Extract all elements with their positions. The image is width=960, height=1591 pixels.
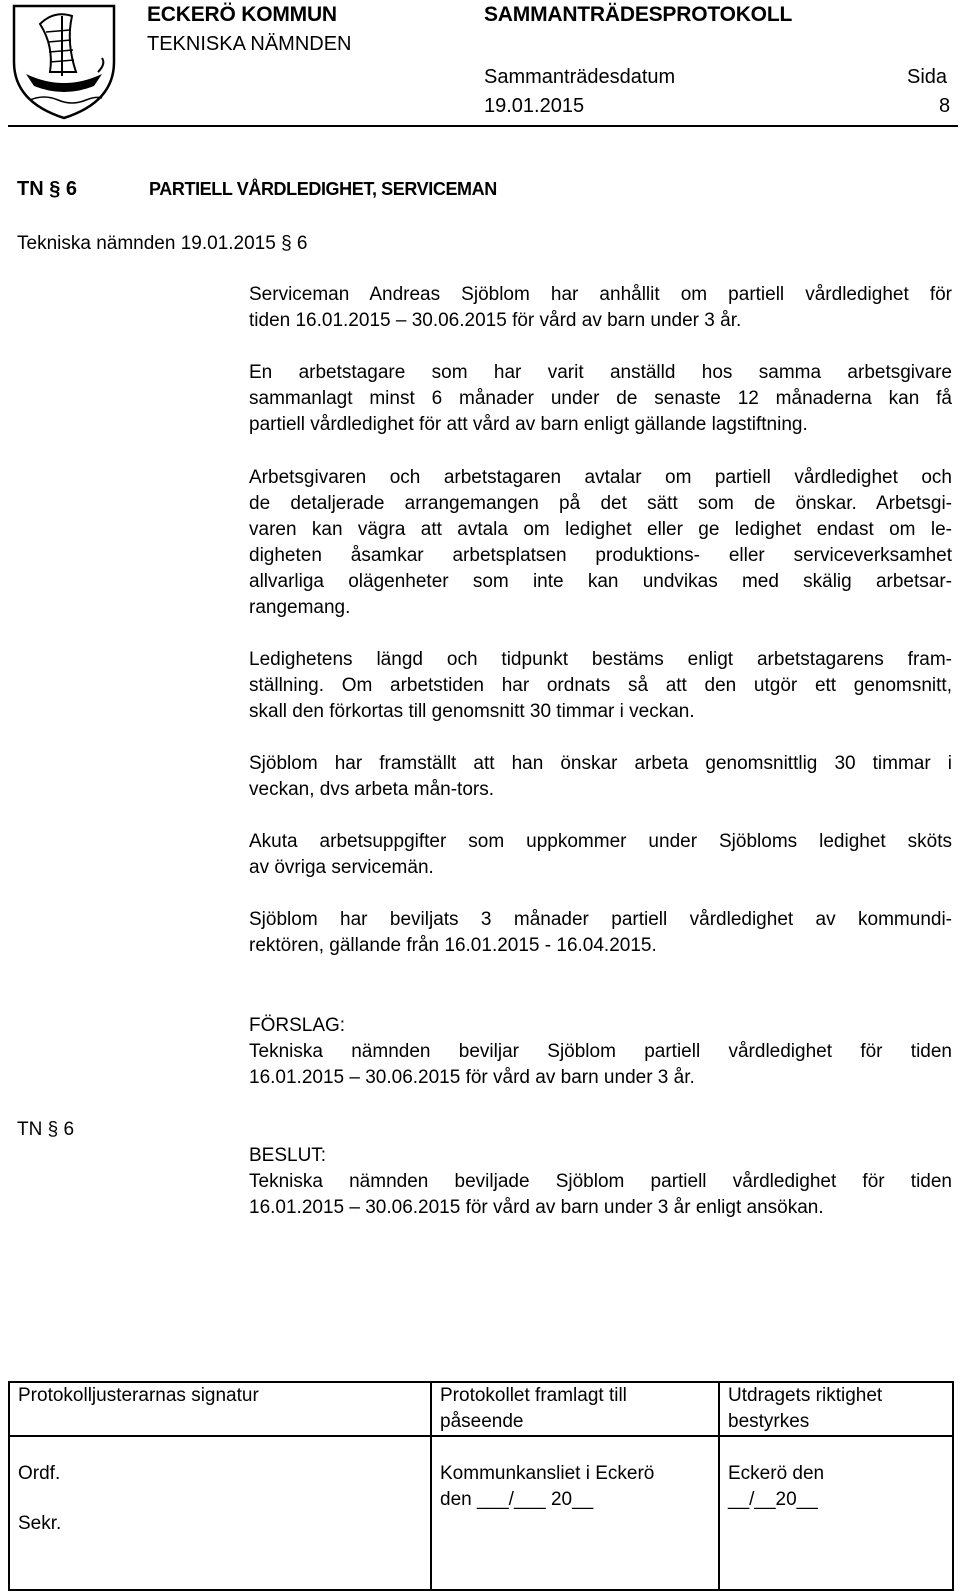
- paragraph-line: digheten åsamkar arbetsplatsen produktions- eller serviceverksamhet: [249, 545, 952, 566]
- adjusters-signature-label: Protokolljusterarnas signatur: [18, 1385, 259, 1406]
- proposal-line: Tekniska nämnden beviljar Sjöblom partiell vårdledighet för tiden: [249, 1041, 952, 1062]
- proposal-text: [249, 1039, 952, 1091]
- paragraph-line: ställning. Om arbetstiden har ordnats så att den utgör ett genomsnitt,: [249, 675, 952, 696]
- public-display-label-2: påseende: [440, 1411, 524, 1432]
- proposal-line: 16.01.2015 – 30.06.2015 för vård av barn under 3 år.: [249, 1067, 695, 1088]
- paragraph-agreement: [249, 465, 952, 621]
- section-ref: TN § 6: [17, 178, 78, 200]
- decision-ref: TN § 6: [17, 1119, 75, 1140]
- display-date-blank: den ___/___ 20__: [440, 1489, 594, 1510]
- proposal-label: FÖRSLAG:: [249, 1015, 346, 1036]
- public-display-header: [431, 1382, 719, 1436]
- paragraph-line: partiell vårdledighet för att vård av barn enligt gällande lagstiftning.: [249, 414, 808, 435]
- adjusters-signature-header: [9, 1382, 431, 1436]
- paragraph-line: av övriga servicemän.: [249, 857, 434, 878]
- chairman-label: Ordf.: [18, 1463, 61, 1484]
- paragraph-line: Serviceman Andreas Sjöblom har anhållit om partiell vårdledighet för: [249, 284, 952, 305]
- paragraph-line: rektören, gällande från 16.01.2015 - 16.04.2015.: [249, 935, 657, 956]
- paragraph-schedule: [249, 751, 952, 803]
- municipality-name: ECKERÖ KOMMUN: [147, 3, 337, 26]
- decision-text: [249, 1169, 952, 1221]
- paragraph-line: Sjöblom har beviljats 3 månader partiell vårdledighet av kommundi-: [249, 909, 952, 930]
- header-divider: [8, 125, 958, 127]
- paragraph-duration: [249, 647, 952, 725]
- public-display-label-1: Protokollet framlagt till: [440, 1385, 627, 1406]
- coat-of-arms-logo: [10, 2, 118, 120]
- viking-ship-icon: [10, 2, 118, 120]
- extract-certified-details: [719, 1436, 953, 1590]
- page-label: Sida: [907, 66, 948, 88]
- paragraph-line: En arbetstagare som har varit anställd hos samma arbetsgivare: [249, 362, 952, 383]
- extract-certified-label-1: Utdragets riktighet: [728, 1385, 883, 1406]
- paragraph-line: tiden 16.01.2015 – 30.06.2015 för vård av barn under 3 år.: [249, 310, 742, 331]
- meeting-date: 19.01.2015: [484, 95, 585, 117]
- section-title: PARTIELL VÅRDLEDIGHET, SERVICEMAN: [149, 179, 497, 199]
- extract-certified-header: [719, 1382, 953, 1436]
- paragraph-granted: [249, 907, 952, 959]
- paragraph-line: Akuta arbetsuppgifter som uppkommer under Sjöbloms ledighet sköts: [249, 831, 952, 852]
- extract-certified-label-2: bestyrkes: [728, 1411, 810, 1432]
- paragraph-line: Arbetsgivaren och arbetstagaren avtalar om partiell vårdledighet och: [249, 467, 952, 488]
- paragraph-line: Sjöblom har framställt att han önskar arbeta genomsnittlig 30 timmar i: [249, 753, 952, 774]
- meeting-date-label: Sammanträdesdatum: [484, 66, 676, 88]
- document-type: SAMMANTRÄDESPROTOKOLL: [484, 3, 793, 26]
- paragraph-line: rangemang.: [249, 597, 351, 618]
- secretary-label: Sekr.: [18, 1513, 62, 1534]
- public-display-details: [431, 1436, 719, 1590]
- paragraph-line: Ledighetens längd och tidpunkt bestäms enligt arbetstagarens fram-: [249, 649, 952, 670]
- signature-table-body-row: [9, 1436, 953, 1590]
- section-history: Tekniska nämnden 19.01.2015 § 6: [17, 233, 308, 254]
- signature-table: [8, 1381, 954, 1591]
- paragraph-line: de detaljerade arrangemangen på det sätt som de önskar. Arbetsgi-: [249, 493, 952, 514]
- paragraph-line: sammanlagt minst 6 månader under de senaste 12 månaderna kan få: [249, 388, 952, 409]
- paragraph-eligibility: [249, 360, 952, 438]
- paragraph-line: veckan, dvs arbeta mån-tors.: [249, 779, 494, 800]
- paragraph-line: allvarliga olägenheter som inte kan undvikas med skälig arbetsar-: [249, 571, 952, 592]
- decision-label: BESLUT:: [249, 1145, 327, 1166]
- paragraph-request: [249, 282, 952, 334]
- paragraph-coverage: [249, 829, 952, 881]
- signature-fields: [9, 1436, 431, 1590]
- decision-line: 16.01.2015 – 30.06.2015 för vård av barn under 3 år enligt ansökan.: [249, 1197, 824, 1218]
- municipal-office-text: Kommunkansliet i Eckerö: [440, 1463, 655, 1484]
- decision-line: Tekniska nämnden beviljade Sjöblom partiell vårdledighet för tiden: [249, 1171, 952, 1192]
- signature-table-header-row: [9, 1382, 953, 1436]
- certified-date-blank: __/__20__: [728, 1489, 818, 1510]
- eckero-date-label: Eckerö den: [728, 1463, 825, 1484]
- board-name: TEKNISKA NÄMNDEN: [147, 33, 352, 55]
- paragraph-line: varen kan vägra att avtala om ledighet eller ge ledighet endast om le-: [249, 519, 952, 540]
- page-number: 8: [939, 95, 951, 117]
- paragraph-line: skall den förkortas till genomsnitt 30 timmar i veckan.: [249, 701, 695, 722]
